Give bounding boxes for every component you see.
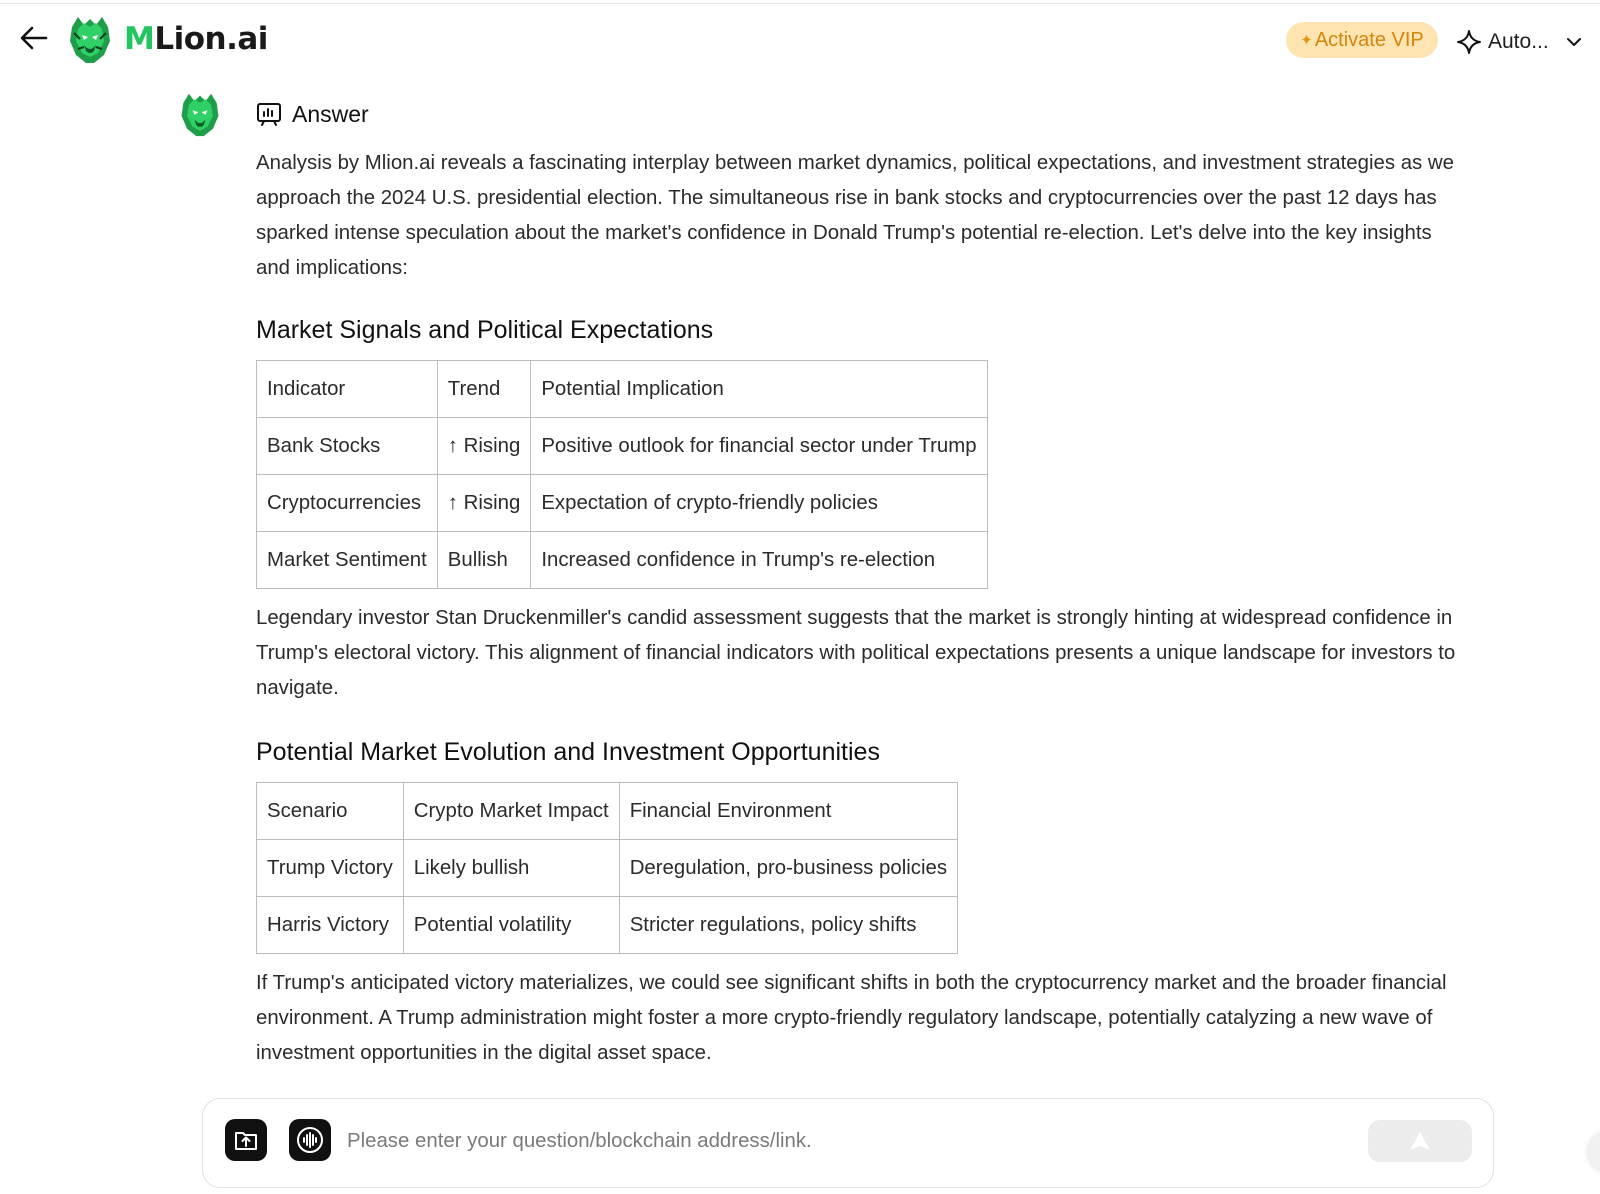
voice-button[interactable] [289, 1119, 331, 1161]
table-cell: Market Sentiment [257, 532, 438, 589]
table-cell: Likely bullish [403, 840, 619, 897]
table-cell: Bank Stocks [257, 418, 438, 475]
table-cell: Bullish [437, 532, 531, 589]
side-scroll-handle[interactable] [1588, 1132, 1600, 1172]
table-header-cell: Financial Environment [619, 783, 957, 840]
druckenmiller-paragraph: Legendary investor Stan Druckenmiller's candid assessment suggests that the market is strongly hinting at widespread confidence in Trump's electoral victory. This alignment of financial indicators with political expectations presents a unique landscape for investors to navigate. [256, 607, 1456, 699]
table-cell: Trump Victory [257, 840, 404, 897]
table-cell: Stricter regulations, policy shifts [619, 897, 957, 954]
sparkle-icon: ✦ [1300, 32, 1313, 49]
activate-vip-label: Activate VIP [1314, 28, 1424, 51]
chevron-down-icon [1564, 32, 1584, 52]
table-cell: ↑ Rising [437, 418, 531, 475]
brand-logo[interactable] [64, 12, 268, 66]
table-cell: Increased confidence in Trump's re-election [531, 532, 987, 589]
market-signals-table [256, 360, 988, 589]
table-row [257, 475, 988, 532]
upload-icon [232, 1126, 260, 1154]
brand-wordmark-m: M [124, 21, 155, 57]
model-select[interactable] [1456, 24, 1596, 60]
chat-input-bar [202, 1098, 1494, 1188]
answer-heading [256, 96, 369, 132]
activate-vip-button[interactable] [1286, 22, 1438, 58]
back-button[interactable] [16, 20, 52, 56]
table-cell: Cryptocurrencies [257, 475, 438, 532]
intro-paragraph: Analysis by Mlion.ai reveals a fascinating interplay between market dynamics, political expectations, and investment strategies as we approach the 2024 U.S. presidential election. The simultaneous rise in bank stocks and cryptocurrencies over the past 12 days has sparked intense speculation about the market's confidence in Donald Trump's potential re-election. Let's delve into the key insights and implications: [256, 152, 1454, 279]
table-cell: Positive outlook for financial sector under Trump [531, 418, 987, 475]
table-row [257, 532, 988, 589]
lion-mascot-icon [64, 13, 116, 65]
sparkle-outline-icon [1456, 29, 1482, 55]
voice-wave-icon [295, 1125, 325, 1155]
table-header-cell: Potential Implication [531, 361, 987, 418]
table-header-row [257, 361, 988, 418]
table-row [257, 897, 958, 954]
table-cell: Potential volatility [403, 897, 619, 954]
table-row [257, 418, 988, 475]
table-cell: Deregulation, pro-business policies [619, 840, 957, 897]
section-title-market-signals: Market Signals and Political Expectations [256, 316, 714, 344]
brand-wordmark-rest: Lion.ai [154, 21, 268, 57]
table-header-cell: Indicator [257, 361, 438, 418]
market-evolution-table [256, 782, 958, 954]
model-select-value: Auto... [1488, 30, 1549, 53]
arrow-left-icon [18, 22, 50, 54]
table-cell: Harris Victory [257, 897, 404, 954]
send-button[interactable] [1368, 1120, 1472, 1162]
outlook-paragraph: If Trump's anticipated victory materializes, we could see significant shifts in both the cryptocurrency market and the broader financial environment. A Trump administration might foster a more crypto-friendly regulatory landscape, potentially catalyzing a new wave of investment opportunities in the digital asset space. [256, 972, 1447, 1064]
app-header [0, 4, 1600, 78]
upload-button[interactable] [225, 1119, 267, 1161]
table-header-cell: Scenario [257, 783, 404, 840]
answer-heading-label: Answer [292, 100, 369, 127]
brand-wordmark [124, 21, 268, 57]
table-header-cell: Crypto Market Impact [403, 783, 619, 840]
table-cell: ↑ Rising [437, 475, 531, 532]
send-arrow-icon [1408, 1130, 1432, 1152]
answer-content [256, 146, 1466, 1071]
table-cell: Expectation of crypto-friendly policies [531, 475, 987, 532]
table-header-cell: Trend [437, 361, 531, 418]
question-input[interactable] [347, 1121, 1327, 1161]
assistant-avatar [176, 90, 224, 138]
table-header-row [257, 783, 958, 840]
chart-report-icon [256, 101, 282, 127]
table-row [257, 840, 958, 897]
section-title-market-evolution: Potential Market Evolution and Investment Opportunities [256, 738, 880, 766]
